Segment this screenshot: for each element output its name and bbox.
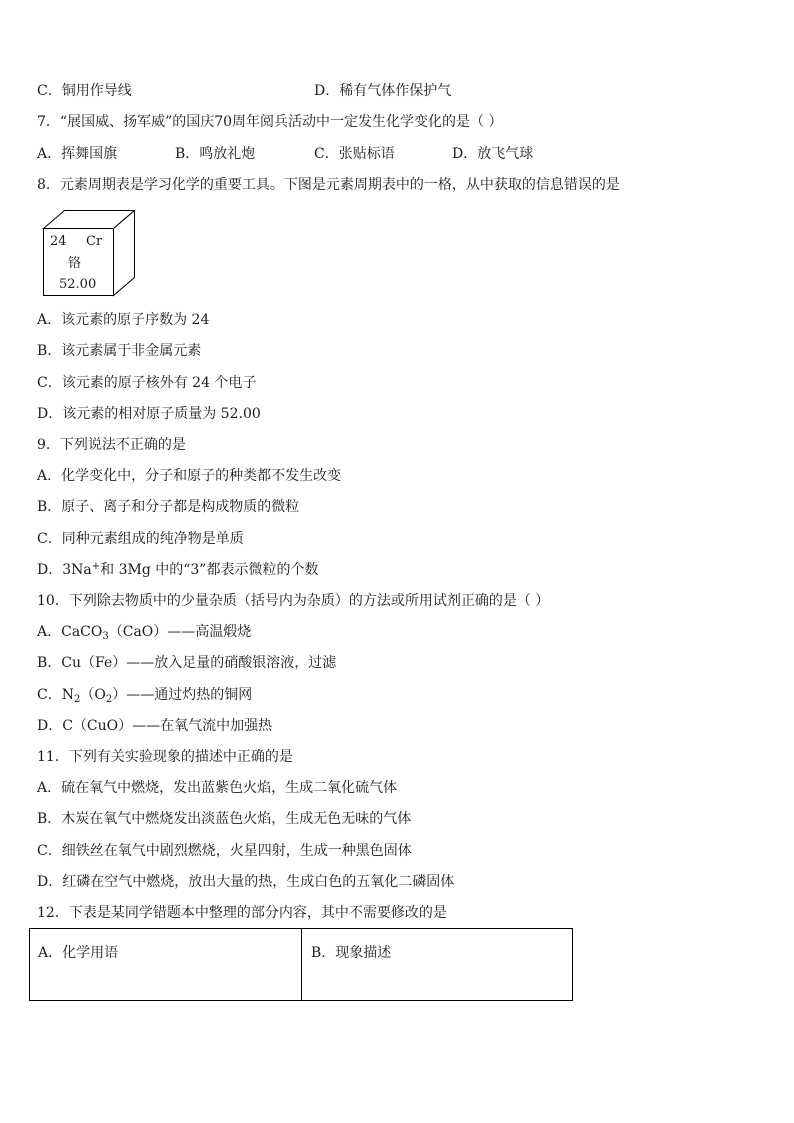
q10-option-d: D．C（CuO）——在氧气流中加强热 bbox=[37, 718, 273, 734]
q10-option-c bbox=[37, 686, 252, 704]
element-name: 铬 bbox=[68, 256, 82, 271]
q10-c-sub2: 2 bbox=[105, 694, 113, 705]
atomic-number: 24 bbox=[50, 234, 67, 249]
q11-stem: 11．下列有关实验现象的描述中正确的是 bbox=[37, 749, 293, 765]
q10-c-post: ）——通过灼热的铜网 bbox=[112, 687, 253, 703]
q10-a-pre: A．CaCO bbox=[37, 624, 103, 640]
q6-option-c: C．铜用作导线 bbox=[37, 83, 132, 99]
q7-stem: 7．“展国威、扬军威”的国庆70周年阅兵活动中一定发生化学变化的是（ ） bbox=[37, 114, 503, 130]
q9-d-sup: + bbox=[91, 561, 101, 572]
q8-stem: 8．元素周期表是学习化学的重要工具。下图是元素周期表中的一格，从中获取的信息错误的是 bbox=[37, 177, 620, 193]
q9-d-pre: D．3Na bbox=[37, 562, 92, 578]
q12-col-b-header: B．现象描述 bbox=[311, 945, 392, 961]
q11-option-a: A．硫在氧气中燃烧，发出蓝紫色火焰，生成二氧化硫气体 bbox=[37, 780, 398, 796]
q10-option-a bbox=[37, 623, 251, 641]
q11-option-b: B．木炭在氧气中燃烧发出淡蓝色火焰，生成无色无味的气体 bbox=[37, 811, 412, 827]
q8-option-d: D．该元素的相对原子质量为 52.00 bbox=[37, 406, 261, 422]
q12-table bbox=[29, 928, 573, 1001]
q8-option-c: C．该元素的原子核外有 24 个电子 bbox=[37, 375, 257, 391]
q9-option-d bbox=[37, 561, 318, 579]
q11-option-d: D．红磷在空气中燃烧，放出大量的热，生成白色的五氧化二磷固体 bbox=[37, 874, 455, 890]
q9-stem: 9．下列说法不正确的是 bbox=[37, 437, 186, 453]
q7-option-d: D．放飞气球 bbox=[452, 146, 534, 162]
q9-option-a: A．化学变化中，分子和原子的种类都不发生改变 bbox=[37, 468, 342, 484]
q8-option-a: A．该元素的原子序数为 24 bbox=[37, 312, 210, 328]
q7-option-a: A．挥舞国旗 bbox=[37, 146, 118, 162]
q10-a-post: （CaO）——高温煅烧 bbox=[108, 624, 252, 640]
table-divider bbox=[301, 929, 302, 1000]
q7-option-c: C．张贴标语 bbox=[314, 146, 395, 162]
q10-a-sub: 3 bbox=[102, 631, 109, 642]
element-symbol: Cr bbox=[86, 234, 103, 249]
q12-col-a-header: A．化学用语 bbox=[38, 945, 119, 961]
q9-d-post: 和 3Mg 中的“3”都表示微粒的个数 bbox=[100, 562, 319, 578]
q9-option-c: C．同种元素组成的纯净物是单质 bbox=[37, 531, 244, 547]
q7-option-b: B．鸣放礼炮 bbox=[175, 146, 256, 162]
atomic-mass: 52.00 bbox=[59, 277, 97, 292]
element-cell-figure bbox=[40, 207, 136, 299]
q10-c-pre: C．N bbox=[37, 687, 74, 703]
q10-option-b: B．Cu（Fe）——放入足量的硝酸银溶液，过滤 bbox=[37, 655, 337, 671]
q10-c-sub1: 2 bbox=[73, 694, 81, 705]
q9-option-b: B．原子、离子和分子都是构成物质的微粒 bbox=[37, 499, 300, 515]
q11-option-c: C．细铁丝在氧气中剧烈燃烧，火星四射，生成一种黑色固体 bbox=[37, 843, 412, 859]
q12-stem: 12．下表是某同学错题本中整理的部分内容，其中不需要修改的是 bbox=[37, 905, 447, 921]
q8-option-b: B．该元素属于非金属元素 bbox=[37, 343, 202, 359]
q6-option-d: D．稀有气体作保护气 bbox=[314, 83, 452, 99]
q10-c-mid: （O bbox=[80, 687, 106, 703]
q10-stem: 10．下列除去物质中的少量杂质（括号内为杂质）的方法或所用试剂正确的是（ ） bbox=[37, 593, 550, 609]
